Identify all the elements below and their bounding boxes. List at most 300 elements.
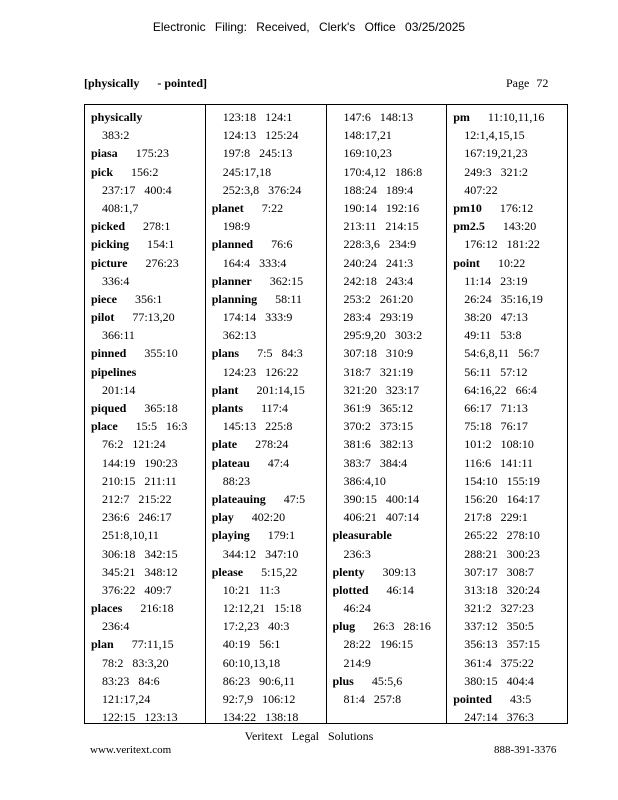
index-continuation <box>333 344 443 362</box>
index-reference: 201:14 <box>102 382 136 397</box>
index-continuation <box>453 472 563 490</box>
index-continuation <box>453 563 563 581</box>
index-reference: 313:18 320:24 <box>464 582 540 597</box>
index-entry <box>91 144 201 162</box>
index-reference: 383:7 384:4 <box>343 455 408 470</box>
index-reference: 156:2 <box>131 164 159 179</box>
index-term: plus <box>332 673 354 688</box>
index-continuation <box>333 363 443 381</box>
index-reference: 54:6,8,11 56:7 <box>464 346 540 361</box>
index-continuation <box>333 545 443 563</box>
index-entry <box>91 363 201 381</box>
index-reference: 76:2 121:24 <box>102 437 166 452</box>
index-reference: 380:15 404:4 <box>464 673 534 688</box>
index-continuation <box>453 417 563 435</box>
index-term: plants <box>211 401 244 415</box>
index-reference: 217:8 229:1 <box>464 510 528 525</box>
index-term: plans <box>211 346 240 361</box>
index-reference: 276:23 <box>145 255 179 270</box>
index-continuation <box>91 472 201 490</box>
index-continuation <box>212 635 322 653</box>
index-reference: 236:6 246:17 <box>102 510 172 525</box>
index-reference: 86:23 90:6,11 <box>222 673 295 688</box>
index-reference: 78:2 83:3,20 <box>102 655 169 670</box>
index-entry <box>212 272 322 290</box>
index-continuation <box>333 290 443 308</box>
index-continuation <box>453 581 563 599</box>
index-reference: 11:10,11,16 <box>487 110 545 124</box>
index-continuation <box>453 144 563 162</box>
index-continuation <box>212 599 322 617</box>
index-reference: 156:20 164:17 <box>464 491 540 506</box>
index-continuation <box>333 217 443 235</box>
index-reference: 307:18 310:9 <box>343 346 414 361</box>
index-continuation <box>212 672 322 690</box>
index-reference: 88:23 <box>222 473 251 488</box>
index-continuation <box>453 635 563 653</box>
index-continuation <box>453 672 563 690</box>
index-continuation <box>333 490 443 508</box>
index-reference: 318:7 321:19 <box>343 364 414 379</box>
index-continuation <box>212 217 322 235</box>
index-reference: 46:24 <box>343 601 371 616</box>
index-entry <box>91 635 201 653</box>
index-continuation <box>91 545 201 563</box>
index-term: pm <box>453 110 470 124</box>
index-continuation <box>212 581 322 599</box>
index-reference: 214:9 <box>343 655 371 670</box>
footer-website: www.veritext.com <box>90 744 172 756</box>
index-term: pm2.5 <box>453 219 485 234</box>
index-entry <box>212 235 322 253</box>
index-continuation <box>91 272 201 290</box>
index-term: please <box>211 564 244 579</box>
index-continuation <box>453 708 563 723</box>
index-term: pipelines <box>91 364 137 379</box>
index-term: plenty <box>332 564 365 579</box>
index-reference: 164:4 333:4 <box>222 255 287 270</box>
index-term: plotted <box>332 582 369 597</box>
index-reference: 383:2 <box>102 128 130 143</box>
index-reference: 17:2,23 40:3 <box>222 619 290 634</box>
index-reference: 236:4 <box>102 619 130 634</box>
index-term: piqued <box>91 401 127 415</box>
index-term: plateau <box>211 455 250 470</box>
index-continuation <box>91 654 201 672</box>
index-continuation <box>453 235 563 253</box>
index-entry <box>91 399 201 417</box>
index-entry <box>91 344 201 362</box>
index-reference: 75:18 76:17 <box>464 419 528 434</box>
index-continuation <box>333 690 443 708</box>
index-continuation <box>212 144 322 162</box>
index-continuation <box>212 545 322 563</box>
index-continuation <box>453 326 563 344</box>
index-term: plant <box>211 382 239 397</box>
index-reference: 278:24 <box>255 437 289 452</box>
index-continuation <box>453 454 563 472</box>
index-reference: 265:22 278:10 <box>464 528 540 543</box>
index-continuation <box>91 181 201 199</box>
index-continuation <box>333 417 443 435</box>
index-term: places <box>91 601 123 616</box>
index-continuation <box>333 472 443 490</box>
index-reference: 170:4,12 186:8 <box>343 164 423 179</box>
index-reference: 361:4 375:22 <box>464 655 534 670</box>
index-reference: 58:11 <box>275 291 303 306</box>
index-reference: 198:9 <box>222 219 251 234</box>
index-reference: 197:8 245:13 <box>222 146 293 161</box>
index-reference: 365:18 <box>144 401 178 415</box>
index-reference: 38:20 47:13 <box>464 310 528 325</box>
index-term: pick <box>91 164 114 179</box>
index-entry <box>91 599 201 617</box>
index-reference: 124:23 126:22 <box>222 364 299 379</box>
index-reference: 92:7,9 106:12 <box>222 692 296 706</box>
index-reference: 240:24 241:3 <box>343 255 414 270</box>
index-entry <box>91 108 201 126</box>
index-reference: 355:10 <box>144 346 178 361</box>
index-reference: 283:4 293:19 <box>343 310 414 325</box>
index-continuation <box>333 308 443 326</box>
index-continuation <box>333 199 443 217</box>
index-entry <box>453 217 563 235</box>
index-term: pleasurable <box>332 528 392 543</box>
index-continuation <box>453 272 563 290</box>
index-reference: 288:21 300:23 <box>464 546 540 561</box>
index-continuation <box>453 344 563 362</box>
index-reference: 306:18 342:15 <box>102 546 178 561</box>
index-entry <box>212 563 322 581</box>
index-reference: 179:1 <box>267 528 296 543</box>
index-entry <box>212 435 322 453</box>
index-entry <box>333 563 443 581</box>
index-continuation <box>212 181 322 199</box>
index-reference: 47:5 <box>283 491 306 506</box>
index-term: physically <box>91 110 143 124</box>
index-term: place <box>91 419 118 434</box>
index-column-1 <box>85 105 205 723</box>
index-continuation <box>333 381 443 399</box>
index-reference: 228:3,6 234:9 <box>343 237 417 252</box>
index-reference: 370:2 373:15 <box>343 419 414 434</box>
index-reference: 390:15 400:14 <box>343 491 420 506</box>
index-reference: 216:18 <box>140 601 174 616</box>
index-reference: 5:15,22 <box>261 564 298 579</box>
index-reference: 356:1 <box>135 291 163 306</box>
index-entry <box>212 199 322 217</box>
index-continuation <box>333 435 443 453</box>
index-reference: 190:14 192:16 <box>343 200 420 215</box>
index-reference: 321:2 327:23 <box>464 601 534 616</box>
filing-stamp: Electronic Filing: Received, Clerk's Office 03/25/2025 <box>152 20 466 34</box>
index-reference: 124:13 125:24 <box>222 128 299 143</box>
index-entry <box>333 672 443 690</box>
index-continuation <box>212 308 322 326</box>
index-reference: 337:12 350:5 <box>464 619 534 634</box>
index-reference: 174:14 333:9 <box>222 310 293 325</box>
index-reference: 381:6 382:13 <box>343 437 414 452</box>
index-continuation <box>453 163 563 181</box>
index-column-3 <box>326 105 447 723</box>
index-reference: 147:6 148:13 <box>343 110 414 124</box>
index-reference: 64:16,22 66:4 <box>464 382 537 397</box>
index-entry <box>453 690 563 708</box>
index-reference: 253:2 261:20 <box>343 291 414 306</box>
index-entry <box>212 526 322 544</box>
index-continuation <box>453 599 563 617</box>
index-continuation <box>91 672 201 690</box>
index-reference: 10:22 <box>497 255 526 270</box>
index-continuation <box>453 381 563 399</box>
index-continuation <box>333 654 443 672</box>
index-reference: 169:10,23 <box>343 146 392 161</box>
index-entry <box>91 235 201 253</box>
index-term: pinned <box>91 346 127 361</box>
index-continuation <box>212 654 322 672</box>
index-continuation <box>333 326 443 344</box>
index-reference: 175:23 <box>135 146 170 161</box>
index-reference: 210:15 211:11 <box>102 473 177 488</box>
index-range <box>84 76 207 91</box>
range-start: [physically <box>84 76 140 90</box>
index-continuation <box>91 490 201 508</box>
index-reference: 43:5 <box>509 692 532 706</box>
index-term: picture <box>91 255 128 270</box>
index-entry <box>453 254 563 272</box>
index-continuation <box>333 399 443 417</box>
index-continuation <box>453 545 563 563</box>
index-reference: 134:22 138:18 <box>222 710 299 723</box>
index-reference: 145:13 225:8 <box>222 419 293 434</box>
index-continuation <box>212 708 322 723</box>
index-reference: 46:14 <box>386 582 414 597</box>
index-entry <box>212 508 322 526</box>
index-continuation <box>212 326 322 344</box>
index-reference: 45:5,6 <box>371 673 403 688</box>
index-term: piasa <box>91 146 118 161</box>
index-entry <box>453 199 563 217</box>
footer-phone: 888-391-3376 <box>494 744 557 756</box>
index-reference: 212:7 215:22 <box>102 491 172 506</box>
index-continuation <box>212 108 322 126</box>
index-reference: 167:19,21,23 <box>464 146 528 161</box>
index-reference: 237:17 400:4 <box>102 182 172 197</box>
index-reference: 15:5 16:3 <box>135 419 188 434</box>
index-continuation <box>91 581 201 599</box>
index-reference: 344:12 347:10 <box>222 546 299 561</box>
index-reference: 143:20 <box>502 219 537 234</box>
index-reference: 122:15 123:13 <box>102 710 178 723</box>
index-continuation <box>333 163 443 181</box>
index-reference: 83:23 84:6 <box>102 673 160 688</box>
index-entry <box>91 163 201 181</box>
index-reference: 245:17,18 <box>222 164 272 179</box>
index-reference: 386:4,10 <box>343 473 386 488</box>
index-continuation <box>91 563 201 581</box>
index-entry <box>333 581 443 599</box>
index-reference: 345:21 348:12 <box>102 564 178 579</box>
index-reference: 10:21 11:3 <box>222 582 280 597</box>
index-reference: 321:20 323:17 <box>343 382 420 397</box>
index-reference: 7:5 84:3 <box>257 346 303 361</box>
index-reference: 407:22 <box>464 182 498 197</box>
index-entry <box>91 217 201 235</box>
index-continuation <box>91 326 201 344</box>
index-continuation <box>453 490 563 508</box>
index-continuation <box>333 599 443 617</box>
index-continuation <box>453 508 563 526</box>
index-entry <box>212 381 322 399</box>
index-term: playing <box>211 528 250 543</box>
index-reference: 362:13 <box>222 328 257 343</box>
index-reference: 406:21 407:14 <box>343 510 420 525</box>
index-reference: 7:22 <box>261 200 284 215</box>
index-entry <box>212 344 322 362</box>
index-term: planning <box>211 291 258 306</box>
index-reference: 201:14,15 <box>256 382 305 397</box>
index-term: pointed <box>453 692 492 706</box>
index-entry <box>333 617 443 635</box>
index-reference: 376:22 409:7 <box>102 582 172 597</box>
index-continuation <box>333 126 443 144</box>
word-index-table <box>84 104 568 724</box>
index-continuation <box>333 254 443 272</box>
index-reference: 402:20 <box>251 510 286 525</box>
index-continuation <box>333 635 443 653</box>
index-continuation <box>453 617 563 635</box>
index-column-4 <box>446 105 567 723</box>
index-term: piece <box>91 291 117 306</box>
index-continuation <box>212 472 322 490</box>
index-continuation <box>212 163 322 181</box>
index-continuation <box>212 254 322 272</box>
index-continuation <box>453 435 563 453</box>
range-separator: - <box>157 76 162 90</box>
index-reference: 26:3 28:16 <box>373 619 431 634</box>
index-term: pilot <box>91 310 115 325</box>
index-entry <box>91 308 201 326</box>
index-continuation <box>453 654 563 672</box>
index-reference: 66:17 71:13 <box>464 401 528 415</box>
index-term: point <box>453 255 480 270</box>
index-reference: 148:17,21 <box>343 128 392 143</box>
index-continuation <box>91 454 201 472</box>
index-reference: 176:12 <box>499 200 534 215</box>
index-reference: 307:17 308:7 <box>464 564 534 579</box>
index-term: planned <box>211 237 254 252</box>
index-reference: 121:17,24 <box>102 692 151 706</box>
index-term: plateauing <box>211 491 266 506</box>
index-term: play <box>211 510 234 525</box>
index-term: plate <box>211 437 238 452</box>
index-reference: 154:1 <box>147 237 175 252</box>
index-reference: 26:24 35:16,19 <box>464 291 543 306</box>
index-continuation <box>212 690 322 708</box>
index-reference: 11:14 23:19 <box>464 273 528 288</box>
index-reference: 295:9,20 303:2 <box>343 328 423 343</box>
index-reference: 60:10,13,18 <box>222 655 281 670</box>
index-continuation <box>453 308 563 326</box>
index-continuation <box>212 363 322 381</box>
index-continuation <box>453 126 563 144</box>
index-entry <box>91 417 201 435</box>
index-continuation <box>91 617 201 635</box>
index-reference: 278:1 <box>143 219 171 234</box>
index-reference: 249:3 321:2 <box>464 164 528 179</box>
index-continuation <box>453 363 563 381</box>
range-end: pointed] <box>164 76 208 90</box>
index-continuation <box>333 235 443 253</box>
index-reference: 176:12 181:22 <box>464 237 540 252</box>
index-term: pm10 <box>453 200 482 215</box>
index-reference: 144:19 190:23 <box>102 455 178 470</box>
index-reference: 188:24 189:4 <box>343 182 414 197</box>
index-reference: 123:18 124:1 <box>222 110 293 124</box>
index-term: planet <box>211 200 244 215</box>
index-reference: 242:18 243:4 <box>343 273 414 288</box>
index-continuation <box>91 708 201 723</box>
index-term: picking <box>91 237 130 252</box>
index-entry <box>333 526 443 544</box>
index-continuation <box>91 199 201 217</box>
index-continuation <box>91 690 201 708</box>
index-column-2 <box>205 105 326 723</box>
index-reference: 81:4 257:8 <box>343 692 402 706</box>
index-reference: 251:8,10,11 <box>102 528 159 543</box>
index-reference: 12:12,21 15:18 <box>222 601 302 616</box>
footer-company: Veritext Legal Solutions <box>244 729 374 743</box>
index-continuation <box>212 617 322 635</box>
index-term: plan <box>91 637 114 652</box>
index-reference: 117:4 <box>261 401 288 415</box>
page-number: Page 72 <box>506 76 549 90</box>
index-reference: 362:15 <box>269 273 304 288</box>
index-reference: 56:11 57:12 <box>464 364 528 379</box>
index-reference: 28:22 196:15 <box>343 637 414 652</box>
index-continuation <box>91 526 201 544</box>
index-reference: 154:10 155:19 <box>464 473 540 488</box>
index-continuation <box>333 144 443 162</box>
index-continuation <box>333 454 443 472</box>
index-entry <box>91 290 201 308</box>
index-reference: 101:2 108:10 <box>464 437 534 452</box>
index-reference: 116:6 141:11 <box>464 455 534 470</box>
index-reference: 40:19 56:1 <box>222 637 281 652</box>
index-continuation <box>333 272 443 290</box>
index-entry <box>212 290 322 308</box>
index-continuation <box>91 435 201 453</box>
index-continuation <box>333 508 443 526</box>
index-continuation <box>453 290 563 308</box>
index-reference: 252:3,8 376:24 <box>222 182 302 197</box>
index-continuation <box>453 399 563 417</box>
index-reference: 236:3 <box>343 546 371 561</box>
index-continuation <box>333 108 443 126</box>
index-reference: 361:9 365:12 <box>343 401 414 415</box>
index-reference: 408:1,7 <box>102 200 139 215</box>
index-continuation <box>91 126 201 144</box>
index-entry <box>91 254 201 272</box>
index-reference: 77:11,15 <box>131 637 174 652</box>
index-continuation <box>91 508 201 526</box>
index-reference: 49:11 53:8 <box>464 328 522 343</box>
index-continuation <box>91 381 201 399</box>
index-entry <box>453 108 563 126</box>
index-reference: 309:13 <box>382 564 416 579</box>
index-entry <box>212 399 322 417</box>
index-continuation <box>453 181 563 199</box>
